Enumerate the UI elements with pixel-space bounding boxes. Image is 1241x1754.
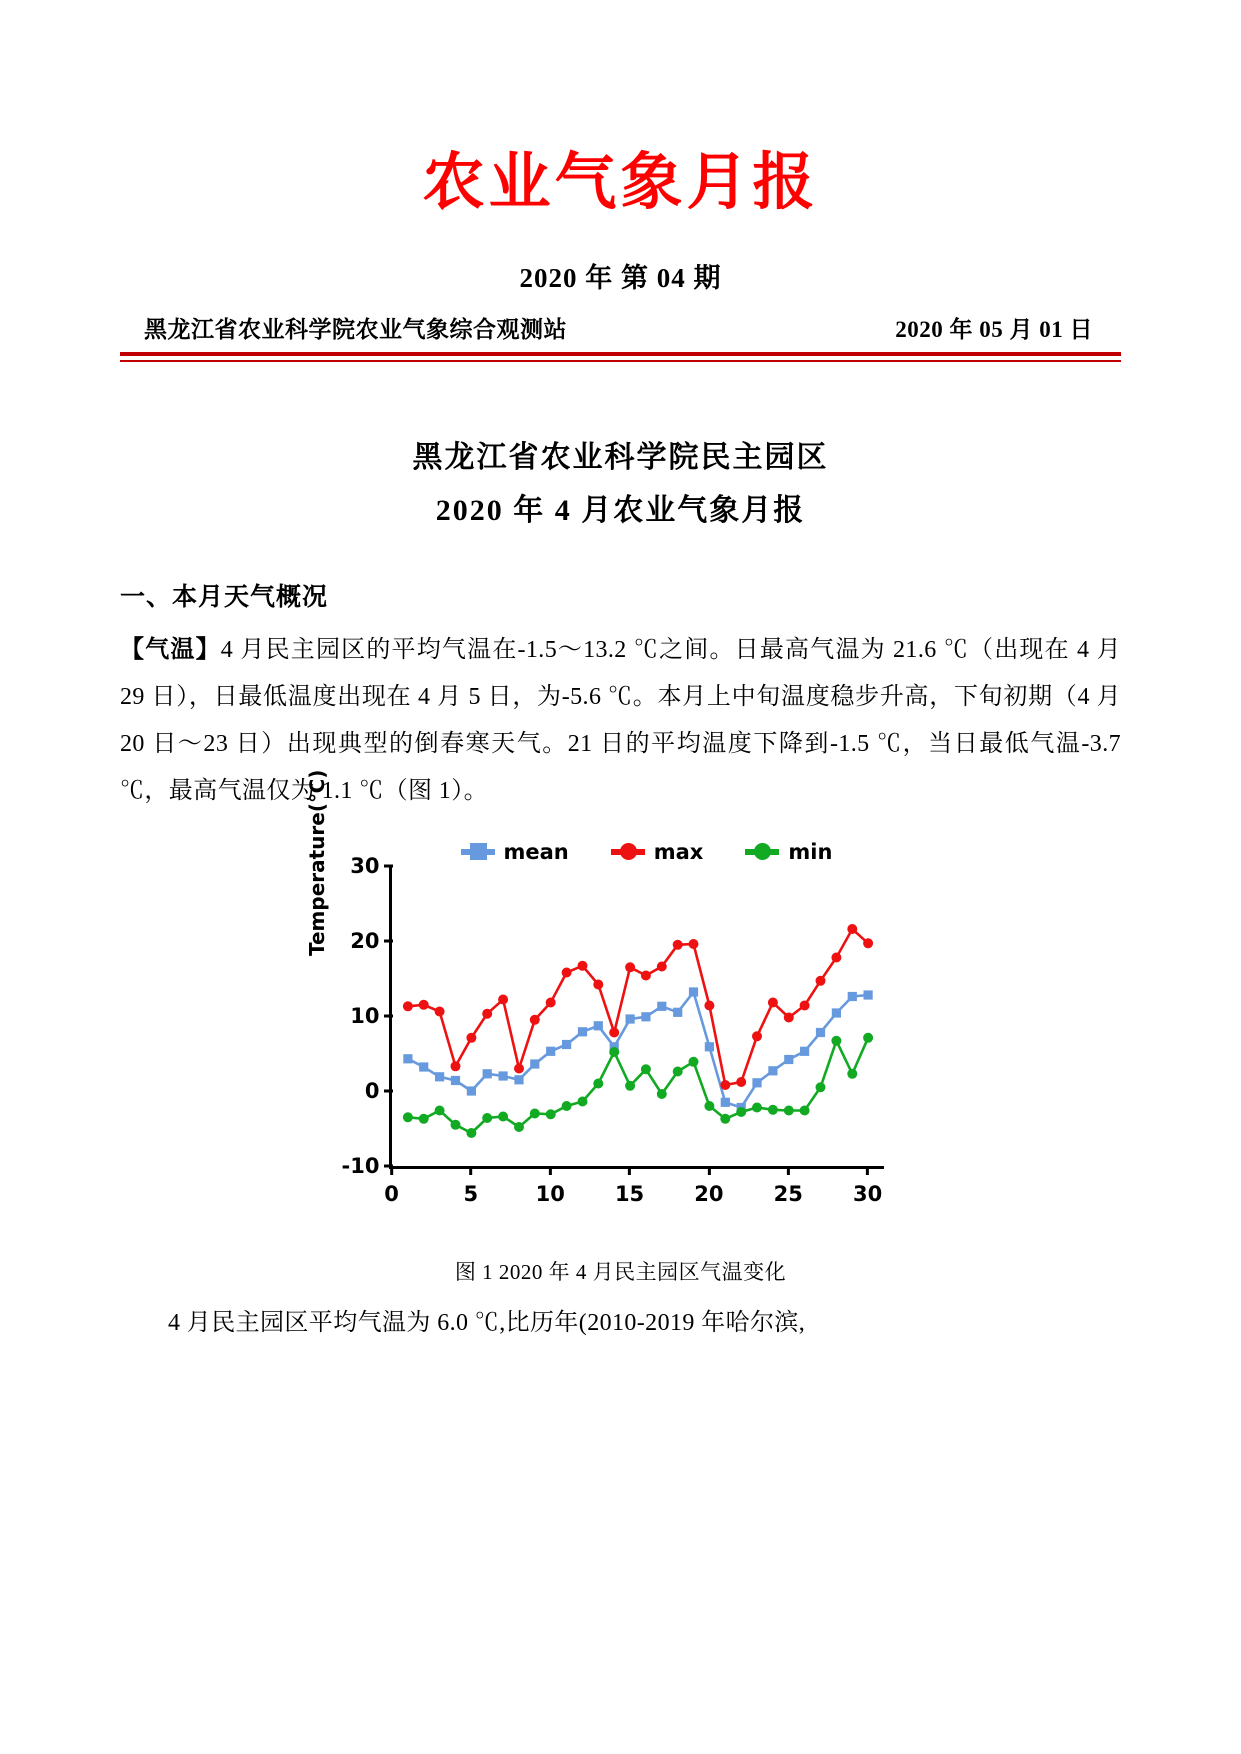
chart-marker-mean [688,988,697,997]
chart-marker-min [736,1107,746,1117]
station-name: 黑龙江省农业科学院农业气象综合观测站 [144,317,567,343]
chart-marker-min [688,1057,698,1067]
legend-marker-min [754,843,771,860]
page-title-line1: 黑龙江省农业科学院民主园区 [412,441,829,475]
chart-marker-max [561,968,571,978]
chart-y-tick: 20 [350,929,391,953]
chart-x-tick: 5 [464,1166,479,1206]
chart-marker-min [545,1110,555,1120]
chart-marker-max [640,971,650,981]
chart-marker-max [656,962,666,972]
legend-item-min [745,840,832,864]
legend-label-min: min [788,840,833,865]
chart-marker-max [783,1013,793,1023]
chart-marker-max [752,1032,762,1042]
chart-marker-max [736,1077,746,1087]
chart-marker-mean [577,1028,586,1037]
chart-line-max [407,929,867,1085]
chart-x-tick: 20 [694,1166,723,1206]
chart-marker-mean [847,992,856,1001]
chart-marker-max [593,980,603,990]
chart-marker-max [418,1000,428,1010]
chart-marker-mean [419,1063,428,1072]
chart-x-tick: 10 [536,1166,565,1206]
chart-x-tick: 30 [853,1166,882,1206]
chart-marker-min [418,1114,428,1124]
page-title-line2: 2020 年 4 月农业气象月报 [435,493,806,527]
chart-marker-mean [625,1015,634,1024]
chart-marker-mean [641,1013,650,1022]
chart-y-axis-label: Temperature(℃) [304,770,329,957]
chart-marker-min [577,1097,587,1107]
chart-marker-max [498,995,508,1005]
chart-marker-mean [831,1009,840,1018]
chart-marker-mean [403,1055,412,1064]
legend-item-max [611,840,704,864]
masthead-title: 农业气象月报 [422,145,819,218]
chart-plot-area [341,854,884,1207]
chart-marker-min [847,1069,857,1079]
chart-marker-max [720,1080,730,1090]
legend-swatch-mean [461,849,495,855]
temperature-chart [304,770,931,1238]
chart-marker-max [815,976,825,986]
legend-marker-mean [470,843,487,860]
chart-marker-max [514,1064,524,1074]
chart-marker-mean [530,1060,539,1069]
chart-marker-min [466,1128,476,1138]
legend-marker-max [620,843,637,860]
chart-marker-min [720,1114,730,1124]
chart-marker-max [625,963,635,973]
chart-marker-min [450,1120,460,1130]
chart-marker-min [640,1065,650,1075]
masthead-date: 2020 年 05 月 01 日 [895,317,1093,343]
chart-marker-mean [562,1040,571,1049]
chart-marker-max [831,953,841,963]
chart-marker-mean [784,1055,793,1064]
chart-y-tick: -10 [342,1154,392,1178]
chart-y-tick: 30 [350,854,391,878]
legend-swatch-min [745,849,779,855]
divider-thick [120,352,1121,356]
chart-marker-min [799,1106,809,1116]
chart-marker-mean [673,1008,682,1017]
chart-marker-mean [450,1076,459,1085]
chart-marker-mean [435,1073,444,1082]
chart-marker-min [529,1109,539,1119]
chart-marker-max [847,924,857,934]
chart-marker-max [545,998,555,1008]
legend-label-mean: mean [503,840,569,865]
chart-marker-min [625,1081,635,1091]
station-row [120,311,1121,344]
chart-marker-max [434,1007,444,1017]
chart-marker-mean [546,1047,555,1056]
chart-marker-max [466,1033,476,1043]
chart-marker-mean [514,1076,523,1085]
figure-1-caption: 图 1 2020 年 4 月民主园区气温变化 [454,1260,787,1285]
chart-marker-mean [593,1022,602,1031]
chart-marker-max [688,939,698,949]
chart-marker-mean [482,1070,491,1079]
chart-marker-mean [768,1067,777,1076]
chart-y-tick: 0 [365,1079,392,1103]
chart-marker-min [514,1122,524,1132]
legend-item-mean [461,840,569,864]
chart-marker-mean [704,1043,713,1052]
chart-marker-mean [863,991,872,1000]
chart-marker-max [402,1002,412,1012]
chart-marker-max [767,998,777,1008]
chart-marker-min [609,1047,619,1057]
chart-legend [461,840,833,864]
chart-marker-mean [720,1098,729,1107]
chart-marker-max [799,1001,809,1011]
chart-x-tick: 15 [615,1166,644,1206]
chart-marker-min [402,1113,412,1123]
section-heading-weather: 一、本月天气概况 [120,584,329,612]
chart-marker-mean [815,1028,824,1037]
chart-marker-min [815,1083,825,1093]
chart-marker-max [609,1028,619,1038]
paragraph-temperature-text: 4 月民主园区的平均气温在-1.5～13.2 ℃之间。日最高气温为 21.6 ℃（出现在 4 月 29 日），日最低温度出现在 4 月 5 日，为-5.6 ℃。本月上中旬温度稳步升高，下旬初期（4 月 20 日～23 日）出现典型的倒春寒天气。21 日的平均温度下降到-1.5 ℃，当日最低气温-3.7 ℃，最高气温仅为 1.1 ℃（图 1）。 [120,637,1121,804]
chart-y-tick: 10 [350,1004,391,1028]
chart-marker-mean [800,1047,809,1056]
chart-marker-mean [466,1087,475,1096]
chart-marker-min [752,1103,762,1113]
chart-marker-min [482,1113,492,1123]
chart-marker-mean [752,1079,761,1088]
chart-marker-max [450,1062,460,1072]
chart-marker-max [863,939,873,949]
chart-marker-min [767,1105,777,1115]
paragraph-temperature [120,627,1121,814]
page-title [120,432,1121,537]
chart-marker-mean [657,1002,666,1011]
chart-marker-min [561,1101,571,1111]
chart-marker-min [434,1106,444,1116]
chart-marker-max [482,1009,492,1019]
figure-1 [120,770,1121,1286]
chart-series-layer [392,866,884,1166]
chart-marker-max [672,940,682,950]
legend-swatch-max [611,849,645,855]
chart-marker-max [704,1001,714,1011]
chart-marker-min [593,1079,603,1089]
divider-thin [120,360,1121,362]
chart-marker-mean [498,1072,507,1081]
chart-marker-min [672,1067,682,1077]
legend-label-max: max [653,840,704,865]
chart-marker-min [704,1101,714,1111]
chart-marker-min [656,1089,666,1099]
paragraph-label-temperature: 【气温】 [120,637,221,664]
chart-marker-min [831,1036,841,1046]
issue-line: 2020 年 第 04 期 [519,263,722,294]
chart-marker-max [577,961,587,971]
chart-marker-min [863,1033,873,1043]
masthead-divider [120,352,1121,362]
chart-x-tick: 25 [774,1166,803,1206]
chart-x-tick: 0 [384,1166,399,1206]
chart-marker-min [498,1112,508,1122]
chart-marker-min [783,1106,793,1116]
paragraph-mean-temperature: 4 月民主园区平均气温为 6.0 ℃,比历年(2010-2019 年哈尔滨, [168,1310,806,1337]
chart-marker-max [529,1015,539,1025]
